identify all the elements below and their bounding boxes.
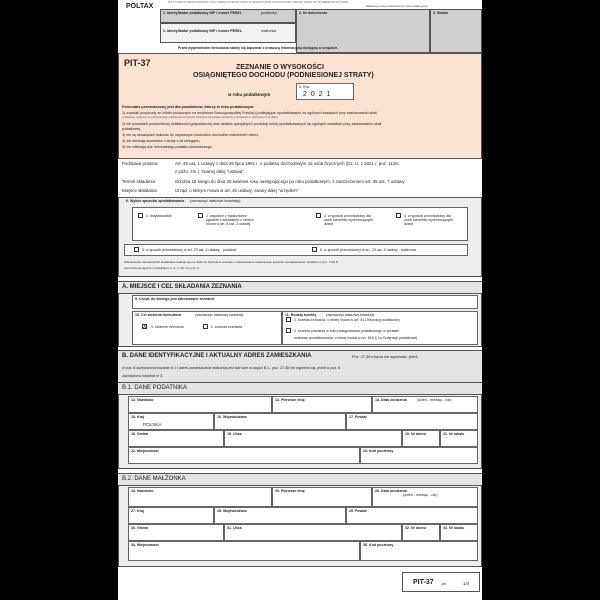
footer-code-box [402, 572, 480, 592]
taxpayer-surname-label: 12. Nazwisko [131, 398, 154, 402]
nip-field-role: podatnika [261, 11, 277, 15]
taxpayer-street-label: 19. Ulica [227, 432, 242, 436]
taxpayer-postcode-field[interactable] [360, 447, 478, 464]
method-option-5: 5. w sposób przewidziany w art. 29 ust. 4 ustawy - podatnik [142, 248, 237, 252]
spouse-country-field[interactable] [128, 507, 214, 524]
taxpayer-house-number-field[interactable] [402, 430, 440, 447]
filing-purpose-label: 10. Cel złożenia formularza [135, 313, 181, 317]
place-label: Miejsce składania: [122, 188, 158, 193]
intended-line-5: 3) nie są obowiązani doliczać do uzyskanych dochodów dochodów małoletnich dzieci, [122, 133, 259, 137]
taxpayer-surname-field[interactable] [128, 396, 272, 413]
intended-header: Formularz przeznaczony jest dla podatników, którzy w roku podatkowym: [122, 105, 255, 109]
tax-year-field[interactable] [296, 83, 354, 100]
method-option-4: 4. w sposób przewidziany dla osób samotnie wychowujących dzieci [404, 214, 454, 226]
taxpayer-apartment-number-field[interactable] [440, 430, 478, 447]
method-option-3: 3. w sposób przewidziany dla osób samotnie wychowujących dzieci [324, 214, 374, 226]
section-b1-title: B.1. DANE PODATNIKA [122, 385, 187, 391]
section-b-note-b: w poz. 6 zaznaczono kwadrat nr 2 i adres zamieszkania małżonka jest taki sam w części B.1., poz. 27-36 nie wypełnia się, jeżeli w poz. 6 [122, 366, 341, 370]
filing-purpose-checkbox-1[interactable] [142, 324, 147, 329]
method-option-6: 6. w sposób przewidziany w art. 29 ust. 4 ustawy - małżonek [320, 248, 417, 252]
taxation-method-header-note: (zaznaczyć właściwe kwadraty): [190, 199, 241, 203]
taxpayer-municipality-field[interactable] [128, 430, 224, 447]
intended-line-1: 1) uzyskali przychody ze źródeł położonych na terytorium Rzeczypospolitej Polskiej (podlegające opodatkowaniu na ogólnych zasadach przy zastosowaniu skali [122, 111, 377, 115]
filing-purpose-checkbox-2[interactable] [203, 324, 208, 329]
spouse-municipality-field[interactable] [128, 524, 224, 541]
tax-year-field-label: 5. Rok [299, 85, 310, 89]
method-checkbox-1[interactable] [138, 213, 143, 218]
tax-year-label: w roku podatkowym [228, 92, 271, 97]
spouse-postcode-field[interactable] [360, 541, 478, 561]
taxation-method-header: 6. Wybór sposobu opodatkowania [126, 199, 185, 203]
legal-basis-text-2: z późn. zm.), zwanej dalej "ustawą". [175, 169, 245, 174]
taxpayer-apartment-number-label: 21. Nr lokalu [443, 432, 465, 436]
electronic-filing-note: Składanie w wersji elektronicznej: www.podatki.gov.pl [366, 5, 428, 8]
spouse-birthdate-note: (dzień - miesiąc - rok) [403, 493, 438, 497]
intended-line-7: 5) nie odliczają tzw. minimalnego podatku dochodowego. [122, 145, 213, 149]
taxpayer-county-label: 17. Powiat [349, 415, 367, 419]
taxpayer-birthdate-label: 14. Data urodzenia [375, 398, 407, 402]
legal-basis-label: Podstawa prawna: [122, 161, 159, 166]
nip-field-spouse-label: 1. Identyfikator podatkowy NIP / numer PESEL [163, 29, 243, 33]
section-b1-header [118, 382, 482, 394]
correction-checkbox-1[interactable] [286, 317, 291, 322]
deadline-label: Termin składania: [122, 179, 157, 184]
taxpayer-city-label: 22. Miejscowość [131, 449, 160, 453]
taxpayer-firstname-label: 13. Pierwsze imię [275, 398, 305, 402]
nip-field-spouse[interactable] [160, 23, 296, 43]
spouse-firstname-field[interactable] [272, 487, 372, 507]
status-field [430, 9, 482, 53]
fill-notice: POLA JASNE WYPEŁNIA PODATNIK, POLA CIEMNE WYPEŁNIA URZĄD. WYPEŁNIĆ DUŻYMI, DRUKOWANYMI LITERAMI, CZARNYM LUB NIEBIESKIM KOLOREM. [168, 1, 349, 4]
spouse-city-field[interactable] [128, 541, 360, 561]
section-a-header [118, 281, 482, 293]
section-b2-title: B.2. DANE MAŁŻONKA [122, 476, 186, 482]
intended-line-6: 4) nie obniżają dochodów o straty z lat ubiegłych, [122, 139, 201, 143]
method-checkbox-5[interactable] [134, 247, 139, 252]
footer-form-code: PIT-37 [413, 579, 434, 586]
section-b-note-c: zaznaczono kwadrat nr 3. [122, 374, 163, 378]
section-b-note-a: Poz. 27-36 można nie wypełniać, jeżeli [352, 355, 418, 359]
footer-version: (28) [441, 582, 447, 586]
taxpayer-house-number-label: 20. Nr domu [405, 432, 426, 436]
title-line-2: OSIĄGNIĘTEGO DOCHODU (PODNIESIONEJ STRATY) [193, 72, 374, 79]
correction-option-1: 1. korekta zeznania, o której mowa w art. 81 Ordynacji podatkowej [294, 318, 400, 322]
spouse-postcode-label: 35. Kod pocztowy [363, 543, 394, 547]
taxpayer-country-value: POLSKA [143, 422, 162, 427]
spouse-street-label: 31. Ulica [227, 526, 242, 530]
correction-option-2a: 2. korekta zeznania w toku postępowania podatkowego w sprawie [294, 329, 400, 333]
intended-line-3: 2) nie prowadzili pozarolniczej działalności gospodarczej oraz działów specjalnych produkcji rolnej opodatkowanych na ogólnych zasadach przy zastosowaniu skali [122, 122, 382, 126]
taxpayer-voivodeship-field[interactable] [214, 413, 346, 430]
tax-office-label: 9. Urząd, do którego jest adresowane zeznanie [135, 297, 215, 301]
taxpayer-municipality-label: 18. Gmina [131, 432, 149, 436]
document-number-label: 2. Nr dokumentu [299, 11, 328, 15]
spouse-municipality-label: 30. Gmina [131, 526, 149, 530]
taxpayer-voivodeship-label: 16. Województwo [217, 415, 247, 419]
correction-checkbox-2[interactable] [286, 328, 291, 333]
taxpayer-county-field[interactable] [346, 413, 478, 430]
poltax-label: POLTAX [126, 3, 154, 10]
spouse-house-number-field[interactable] [402, 524, 440, 541]
section-b2-header [118, 473, 482, 485]
title-line-1: ZEZNANIE O WYSOKOŚCI [236, 64, 324, 71]
tax-year-value[interactable]: 2 0 2 1 [303, 91, 332, 98]
taxpayer-birthdate-note: (dzień - miesiąc - rok) [417, 398, 452, 402]
spouse-apartment-number-field[interactable] [440, 524, 478, 541]
read-brochure-notice: Przed wypełnieniem formularza należy się zapoznać z broszurą informacyjną dostępną w urzędach. [178, 46, 339, 50]
correction-type-note: (zaznaczyć właściwy kwadrat): [326, 313, 375, 317]
spouse-birthdate-label: 26. Data urodzenia [375, 489, 407, 493]
spouse-county-field[interactable] [346, 507, 478, 524]
status-label: 3. Status [433, 11, 448, 15]
spouse-surname-label: 24. Nazwisko [131, 489, 154, 493]
intended-line-2: podatkowej wyłącznie za pośrednictwem płatnika lub przychody zwolnione od podatku określone w przepisach o zwolnieniu od podatku). [122, 116, 279, 119]
filing-purpose-mark: X [143, 324, 147, 330]
taxpayer-street-field[interactable] [224, 430, 402, 447]
taxpayer-country-label: 15. Kraj [131, 415, 144, 419]
spouse-county-label: 29. Powiat [349, 509, 367, 513]
correction-option-2b: unikania opodatkowania, o której mowa w art. 81b § 1a Ordynacji podatkowej [294, 336, 418, 340]
method-checkbox-6[interactable] [312, 247, 317, 252]
legal-basis-text-1: Art. 45 ust. 1 ustawy z dnia 26 lipca 1991 r. o podatku dochodowym od osób fizycznych (Dz. U. z 2021 r. poz. 1128, [175, 161, 399, 166]
spouse-surname-field[interactable] [128, 487, 272, 507]
form-code: PIT-37 [124, 58, 151, 68]
spouse-street-field[interactable] [224, 524, 402, 541]
method-checkbox-4[interactable] [396, 213, 401, 218]
spouse-birthdate-field[interactable] [372, 487, 478, 507]
filing-purpose-note: (zaznaczyć właściwy kwadrat): [195, 313, 244, 317]
spouse-apartment-number-label: 33. Nr lokalu [443, 526, 465, 530]
taxpayer-postcode-label: 23. Kod pocztowy [363, 449, 394, 453]
spouse-country-label: 27. Kraj [131, 509, 144, 513]
deadline-text: Od dnia 15 lutego do dnia 30 kwietnia roku następującego po roku podatkowym, z zastrzeżeniem art. 45 ust. 7 ustawy. [175, 179, 406, 184]
spouse-city-label: 34. Miejscowość [131, 543, 160, 547]
place-text: Urząd, o którym mowa w art. 45 ustawy, zwany dalej "urzędem". [175, 188, 300, 193]
spouse-voivodeship-label: 28. Województwo [217, 509, 247, 513]
spouse-voivodeship-field[interactable] [214, 507, 346, 524]
taxpayer-country-field[interactable] [128, 413, 214, 430]
taxpayer-birthdate-field[interactable] [372, 396, 478, 413]
section-b-header [118, 350, 482, 382]
taxpayer-firstname-field[interactable] [272, 396, 372, 413]
method-note-1: Zaznaczenie odpowiednich kwadratów traktuje się na równi ze złożeniem wniosku o zastosowanie wskazanego sposobu opodatkowania. Kwadrat nr poz. 7 lub 8 [124, 260, 338, 264]
method-checkbox-3[interactable] [316, 213, 321, 218]
spouse-firstname-label: 25. Pierwsze imię [275, 489, 305, 493]
nip-field-taxpayer[interactable] [160, 9, 296, 23]
section-a-title: A. MIEJSCE I CEL SKŁADANIA ZEZNANIA [122, 284, 242, 290]
spouse-house-number-label: 32. Nr domu [405, 526, 426, 530]
method-option-1: 1. indywidualnie [146, 214, 172, 218]
section-b-title: B. DANE IDENTYFIKACYJNE I AKTUALNY ADRES ZAMIESZKANIA [122, 353, 312, 359]
correction-type-label: 11. Rodzaj korekty [285, 313, 317, 317]
tax-office-field[interactable] [132, 295, 478, 309]
filing-purpose-option-1: 1. złożenie zeznania [151, 325, 184, 329]
method-option-2: 2. wspólnie z małżonkiem zgodnie z wnioskiem o którym mowa w art. 6 ust. 2 ustawy [206, 214, 254, 226]
method-note-2: zaznacza się łącznie z kwadratem 1, 2, 3, lub 4 w poz. 6. [124, 266, 200, 270]
method-checkbox-2[interactable] [198, 213, 203, 218]
intended-line-4: podatkowej, [122, 127, 142, 131]
tax-form-page [118, 0, 482, 600]
filing-purpose-option-2: 2. korekta zeznania [211, 325, 243, 329]
nip-field-label: 1. Identyfikator podatkowy NIP / numer PESEL [163, 11, 243, 15]
page-number: 1/4 [463, 581, 470, 586]
taxpayer-city-field[interactable] [128, 447, 360, 464]
nip-field-spouse-role: małżonka [261, 29, 277, 33]
